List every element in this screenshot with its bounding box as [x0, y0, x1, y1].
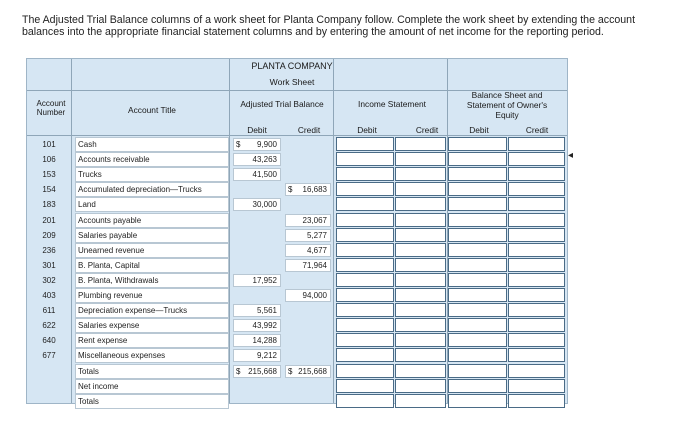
account-title: Plumbing revenue [75, 288, 229, 303]
bs-debit-input[interactable] [448, 394, 507, 408]
table-row [27, 364, 567, 379]
is-credit-input[interactable] [395, 364, 446, 378]
table-row [27, 394, 567, 409]
atb-credit-cell [285, 365, 331, 378]
bs-debit-input[interactable] [448, 333, 507, 347]
table-row [27, 182, 567, 197]
table-row [27, 197, 567, 212]
account-number: 403 [42, 291, 56, 300]
atb-credit-cell [285, 153, 331, 166]
is-debit-input[interactable] [336, 288, 394, 302]
atb-debit-value: 43,263 [252, 155, 277, 165]
is-credit-input[interactable] [395, 213, 446, 227]
atb-debit-cell [233, 304, 281, 317]
account-number: 622 [42, 321, 56, 331]
atb-credit-cell [285, 214, 331, 227]
table-row [27, 318, 567, 333]
bs-debit-input[interactable] [448, 243, 507, 257]
atb-debit-cell [233, 289, 281, 302]
atb-credit-cell [285, 274, 331, 287]
bs-debit-input[interactable] [448, 348, 507, 362]
atb-debit-value: 215,668 [248, 366, 277, 376]
is-credit-input[interactable] [395, 288, 446, 302]
atb-credit-cell [285, 183, 331, 196]
adjusted-trial-balance-header: Adjusted Trial Balance [240, 99, 324, 109]
account-number: 154 [42, 185, 56, 195]
is-credit-input[interactable] [395, 379, 446, 393]
account-title: B. Planta, Capital [75, 258, 229, 273]
account-number: 106 [42, 155, 56, 165]
atb-debit-value: 43,992 [252, 321, 277, 331]
account-title: Land [75, 197, 229, 212]
bs-credit-input[interactable] [508, 228, 565, 242]
atb-debit-cell [233, 168, 281, 181]
bs-debit-input[interactable] [448, 152, 507, 166]
dollar-sign: $ [236, 140, 241, 149]
company-name: PLANTA COMPANY [251, 61, 333, 71]
is-debit-input[interactable] [336, 152, 394, 166]
bs-debit-input[interactable] [448, 137, 507, 151]
atb-debit-value: 9,900 [256, 140, 277, 149]
bs-credit-input[interactable] [508, 303, 565, 317]
dollar-sign: $ [288, 185, 293, 195]
atb-debit-value: 41,500 [252, 170, 277, 180]
is-credit-input[interactable] [395, 167, 446, 181]
account-number: 201 [42, 215, 56, 225]
account-title: Accumulated depreciation—Trucks [75, 182, 229, 197]
atb-debit-cell [233, 138, 281, 151]
bs-credit-input[interactable] [508, 333, 565, 347]
dollar-sign: $ [288, 366, 293, 376]
table-row [27, 273, 567, 288]
atb-debit-cell [233, 380, 281, 393]
is-debit-input[interactable] [336, 348, 394, 362]
bs-credit-input[interactable] [508, 197, 565, 211]
table-row [27, 213, 567, 228]
atb-debit-cell [233, 183, 281, 196]
account-title: B. Planta, Withdrawals [75, 273, 229, 288]
table-row [27, 152, 567, 167]
atb-credit-value: 4,677 [306, 245, 327, 255]
account-title: Totals [75, 364, 229, 379]
atb-debit-cell [233, 198, 281, 211]
is-debit-input[interactable] [336, 379, 394, 393]
atb-credit-cell [285, 334, 331, 347]
account-number: 236 [42, 245, 56, 255]
atb-credit-cell [285, 349, 331, 362]
table-row [27, 348, 567, 363]
atb-debit-value: 9,212 [256, 351, 277, 361]
bs-debit-input[interactable] [448, 228, 507, 242]
bs-credit-input[interactable] [508, 273, 565, 287]
account-title: Cash [75, 137, 229, 152]
atb-credit-value: 71,964 [302, 260, 327, 270]
bs-debit-input[interactable] [448, 197, 507, 211]
is-debit-input[interactable] [336, 213, 394, 227]
is-credit-input[interactable] [395, 197, 446, 211]
table-row [27, 258, 567, 273]
account-number: 611 [42, 306, 56, 316]
atb-credit-cell [285, 289, 331, 302]
is-debit-input[interactable] [336, 394, 394, 408]
account-title: Depreciation expense—Trucks [75, 303, 229, 318]
column-header-rule [27, 135, 567, 136]
bs-debit-input[interactable] [448, 379, 507, 393]
account-title: Net income [75, 379, 229, 394]
bs-credit-input[interactable] [508, 258, 565, 272]
atb-debit-cell [233, 259, 281, 272]
bs-credit-input[interactable] [508, 288, 565, 302]
atb-debit-cell [233, 244, 281, 257]
account-number: 153 [42, 170, 56, 180]
account-number: 101 [42, 140, 56, 149]
account-title: Salaries expense [75, 318, 229, 333]
atb-credit-cell [285, 229, 331, 242]
is-credit-input[interactable] [395, 394, 446, 408]
account-title: Totals [75, 394, 229, 409]
atb-debit-header: Debit [247, 125, 267, 135]
sheet-title: Work Sheet [269, 77, 315, 87]
table-row [27, 379, 567, 394]
bs-credit-input[interactable] [508, 348, 565, 362]
account-number: 677 [42, 351, 56, 361]
dollar-sign: $ [236, 366, 241, 376]
work-sheet-table [26, 58, 568, 404]
bs-credit-input[interactable] [508, 243, 565, 257]
is-credit-input[interactable] [395, 273, 446, 287]
account-number: 209 [42, 230, 56, 240]
bs-credit-input[interactable] [508, 318, 565, 332]
account-number: 301 [42, 260, 56, 270]
atb-credit-value: 94,000 [302, 291, 327, 300]
is-debit-header: Debit [357, 125, 377, 135]
account-title: Accounts payable [75, 213, 229, 228]
account-title: Trucks [75, 167, 229, 182]
is-debit-input[interactable] [336, 364, 394, 378]
table-row [27, 137, 567, 152]
account-number: 183 [42, 200, 56, 210]
table-row [27, 228, 567, 243]
atb-credit-cell [285, 198, 331, 211]
is-debit-input[interactable] [336, 303, 394, 317]
atb-credit-cell [285, 244, 331, 257]
atb-credit-cell [285, 395, 331, 408]
atb-credit-cell [285, 304, 331, 317]
account-number-header: Account Number [36, 99, 66, 117]
bs-debit-input[interactable] [448, 258, 507, 272]
is-credit-input[interactable] [395, 348, 446, 362]
atb-debit-value: 14,288 [252, 336, 277, 346]
atb-debit-cell [233, 334, 281, 347]
bs-credit-input[interactable] [508, 394, 565, 408]
bs-credit-input[interactable] [508, 167, 565, 181]
atb-credit-cell [285, 259, 331, 272]
atb-credit-cell [285, 319, 331, 332]
bs-debit-input[interactable] [448, 167, 507, 181]
bs-debit-input[interactable] [448, 182, 507, 196]
account-title: Salaries payable [75, 228, 229, 243]
is-credit-input[interactable] [395, 182, 446, 196]
atb-debit-cell [233, 229, 281, 242]
atb-debit-cell [233, 319, 281, 332]
is-debit-input[interactable] [336, 243, 394, 257]
atb-credit-header: Credit [297, 125, 321, 135]
table-row [27, 333, 567, 348]
is-credit-input[interactable] [395, 318, 446, 332]
table-row [27, 288, 567, 303]
atb-debit-value: 5,561 [256, 306, 277, 316]
account-title: Unearned revenue [75, 243, 229, 258]
is-debit-input[interactable] [336, 197, 394, 211]
account-title: Miscellaneous expenses [75, 348, 229, 363]
cursor-arrow-icon: ◂ [568, 150, 574, 161]
bs-debit-input[interactable] [448, 364, 507, 378]
account-number: 302 [42, 275, 56, 285]
account-number: 640 [42, 336, 56, 346]
is-credit-header: Credit [415, 125, 439, 135]
is-credit-input[interactable] [395, 333, 446, 347]
account-title: Accounts receivable [75, 152, 229, 167]
is-credit-input[interactable] [395, 152, 446, 166]
atb-credit-value: 23,067 [302, 215, 327, 225]
account-title: Rent expense [75, 333, 229, 348]
is-credit-input[interactable] [395, 258, 446, 272]
is-debit-input[interactable] [336, 228, 394, 242]
is-debit-input[interactable] [336, 273, 394, 287]
atb-credit-value: 215,668 [298, 366, 327, 376]
bs-debit-input[interactable] [448, 213, 507, 227]
is-credit-input[interactable] [395, 243, 446, 257]
atb-debit-cell [233, 349, 281, 362]
is-credit-input[interactable] [395, 303, 446, 317]
is-debit-input[interactable] [336, 182, 394, 196]
is-credit-input[interactable] [395, 137, 446, 151]
is-debit-input[interactable] [336, 318, 394, 332]
income-statement-header: Income Statement [358, 99, 426, 109]
table-row [27, 243, 567, 258]
atb-credit-value: 5,277 [306, 230, 327, 240]
bs-debit-input[interactable] [448, 318, 507, 332]
atb-debit-cell [233, 395, 281, 408]
atb-credit-cell [285, 168, 331, 181]
bs-credit-input[interactable] [508, 213, 565, 227]
bs-debit-input[interactable] [448, 303, 507, 317]
bs-credit-input[interactable] [508, 152, 565, 166]
atb-credit-value: 16,683 [302, 185, 327, 195]
is-debit-input[interactable] [336, 333, 394, 347]
bs-debit-input[interactable] [448, 273, 507, 287]
bs-debit-input[interactable] [448, 288, 507, 302]
atb-debit-value: 30,000 [252, 200, 277, 210]
is-credit-input[interactable] [395, 228, 446, 242]
balance-sheet-header: Balance Sheet and Statement of Owner's Equity [466, 90, 548, 120]
is-debit-input[interactable] [336, 137, 394, 151]
is-debit-input[interactable] [336, 258, 394, 272]
atb-debit-cell [233, 153, 281, 166]
atb-debit-cell [233, 274, 281, 287]
table-row [27, 303, 567, 318]
bs-debit-header: Debit [469, 125, 489, 135]
account-title-header: Account Title [128, 105, 176, 115]
atb-credit-cell [285, 138, 331, 151]
instructions-text: The Adjusted Trial Balance columns of a work sheet for Planta Company follow. Complete the work sheet by extending the account balances into the appropriate financial statement columns and by entering the amount of net income for the reporting period. [22, 14, 636, 38]
bs-credit-header: Credit [525, 125, 549, 135]
atb-debit-cell [233, 365, 281, 378]
atb-credit-cell [285, 380, 331, 393]
bs-credit-input[interactable] [508, 364, 565, 378]
bs-credit-input[interactable] [508, 379, 565, 393]
is-debit-input[interactable] [336, 167, 394, 181]
atb-debit-cell [233, 214, 281, 227]
bs-credit-input[interactable] [508, 182, 565, 196]
table-row [27, 167, 567, 182]
atb-debit-value: 17,952 [252, 275, 277, 285]
bs-credit-input[interactable] [508, 137, 565, 151]
